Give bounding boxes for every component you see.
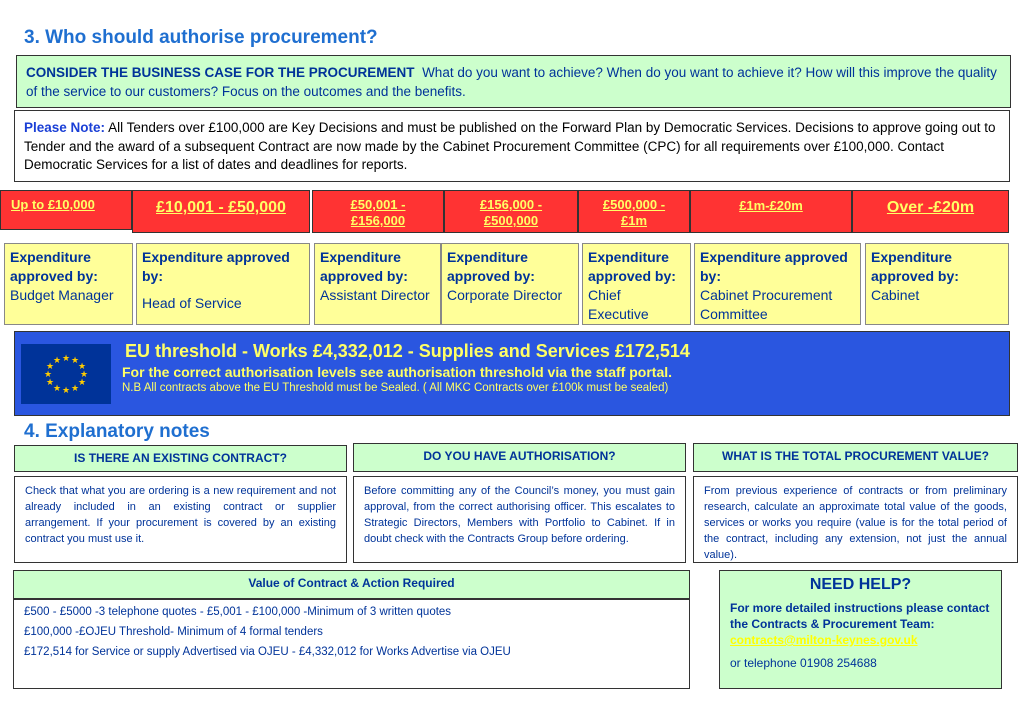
need-help-description: For more detailed instructions please contact the Contracts & Procurement Team: [730, 601, 990, 631]
svg-text:★: ★: [61, 386, 71, 396]
business-case-heading: CONSIDER THE BUSINESS CASE FOR THE PROCUREMENT: [26, 65, 415, 80]
approver-box-1: [4, 243, 133, 325]
value-line: £500 - £5000 -3 telephone quotes - £5,001 - £100,000 -Minimum of 3 written quotes: [24, 606, 452, 618]
value-line: £100,000 -£OJEU Threshold- Minimum of 4 formal tenders: [24, 626, 323, 638]
svg-text:★: ★: [52, 384, 62, 394]
approver-label: Expenditure approved by:: [588, 249, 676, 284]
procurement-value-heading: WHAT IS THE TOTAL PROCUREMENT VALUE?: [693, 443, 1018, 472]
svg-text:★: ★: [70, 384, 80, 394]
approver-box-6: [694, 243, 861, 325]
svg-text:★: ★: [45, 378, 55, 388]
eu-threshold-panel: [14, 331, 1010, 416]
svg-text:★: ★: [52, 356, 62, 366]
please-note-label: Please Note:: [24, 120, 106, 135]
need-help-box: [719, 570, 1002, 689]
eu-flag-icon: [21, 344, 111, 404]
threshold-range-7: Over -£20m: [852, 190, 1009, 233]
approver-name: Head of Service: [142, 295, 242, 311]
approver-name: Assistant Director: [320, 287, 430, 303]
contracts-email-link[interactable]: contracts@milton-keynes.gov.uk: [730, 633, 918, 647]
svg-text:★: ★: [79, 370, 89, 380]
approver-box-3: [314, 243, 441, 325]
approver-name: Corporate Director: [447, 287, 563, 303]
section-4-title: 4. Explanatory notes: [24, 421, 210, 442]
authorisation-heading: DO YOU HAVE AUTHORISATION?: [353, 443, 686, 472]
section-3-title: 3. Who should authorise procurement?: [24, 27, 378, 48]
please-note-text: All Tenders over £100,000 are Key Decisions and must be published on the Forward Plan by Democratic Services. Decisions to approve going out to Tender and the award of a subsequent Contract are now made by the Cabinet Procurement Committee (CPC) for all requirements over £100,000. Contact Democratic Services for a list of dates and deadlines for reports.: [24, 120, 996, 172]
eu-threshold-title: EU threshold - Works £4,332,012 - Supplies and Services £172,514: [125, 341, 690, 361]
need-help-phone: or telephone 01908 254688: [730, 656, 877, 670]
svg-text:★: ★: [77, 378, 87, 388]
procurement-value-body: From previous experience of contracts or from preliminary research, calculate an approximate total value of the goods, services or works you require (value is for the total period of the contract, including any extension, not just the annual value).: [693, 476, 1018, 563]
threshold-range-4: £156,000 - £500,000: [444, 190, 578, 233]
need-help-title: NEED HELP?: [809, 576, 912, 593]
approver-box-5: [582, 243, 691, 325]
business-case-box: [16, 55, 1011, 108]
approver-box-2: [136, 243, 310, 325]
svg-text:★: ★: [45, 362, 55, 372]
svg-text:★: ★: [43, 370, 53, 380]
approver-label: Expenditure approved by:: [142, 249, 290, 284]
approver-name: Budget Manager: [10, 287, 114, 303]
value-line: £172,514 for Service or supply Advertised via OJEU - £4,332,012 for Works Advertise via OJEU: [24, 646, 511, 658]
authorisation-body: Before committing any of the Council’s money, you must gain approval, from the correct authorising officer. This escalates to Strategic Directors, Members with Portfolio to Cabinet. If in doubt check with the Contracts Group before ordering.: [353, 476, 686, 563]
value-table-heading: Value of Contract & Action Required: [13, 570, 690, 599]
value-table-body: [13, 599, 690, 689]
please-note-box: [14, 110, 1010, 182]
svg-text:★: ★: [77, 362, 87, 372]
need-help-text: For more detailed instructions please contact the Contracts & Procurement Team: contracts@milton-keynes.gov.uk: [730, 601, 990, 647]
approver-label: Expenditure approved by:: [320, 249, 408, 284]
threshold-range-2: £10,001 - £50,000: [132, 190, 310, 233]
approver-name: Cabinet Procurement Committee: [700, 287, 833, 322]
approver-label: Expenditure approved by:: [700, 249, 848, 284]
approver-label: Expenditure approved by:: [10, 249, 98, 284]
svg-text:★: ★: [61, 354, 71, 364]
approver-box-7: [865, 243, 1009, 325]
approver-box-4: [441, 243, 579, 325]
approver-name: Chief Executive: [588, 287, 649, 322]
existing-contract-body: Check that what you are ordering is a new requirement and not already included in an existing contract or supplier arrangement. If your procurement is covered by an existing contract you must use it.: [14, 476, 347, 563]
business-case-text: What do you want to achieve? When do you want to achieve it? How will this improve the quality of the service to our customers? Focus on the outcomes and the benefits.: [26, 65, 997, 99]
eu-threshold-note: N.B All contracts above the EU Threshold must be Sealed. ( All MKC Contracts over £100k must be sealed): [122, 382, 669, 394]
eu-threshold-subtitle: For the correct authorisation levels see authorisation threshold via the staff portal.: [122, 364, 673, 380]
threshold-range-3: £50,001 - £156,000: [312, 190, 444, 233]
svg-text:★: ★: [70, 356, 80, 366]
existing-contract-heading: IS THERE AN EXISTING CONTRACT?: [14, 445, 347, 472]
approver-label: Expenditure approved by:: [447, 249, 535, 284]
approver-name: Cabinet: [871, 287, 920, 303]
threshold-range-5: £500,000 - £1m: [578, 190, 690, 233]
approver-label: Expenditure approved by:: [871, 249, 959, 284]
threshold-range-1: Up to £10,000: [0, 190, 132, 230]
threshold-range-6: £1m-£20m: [690, 190, 852, 233]
